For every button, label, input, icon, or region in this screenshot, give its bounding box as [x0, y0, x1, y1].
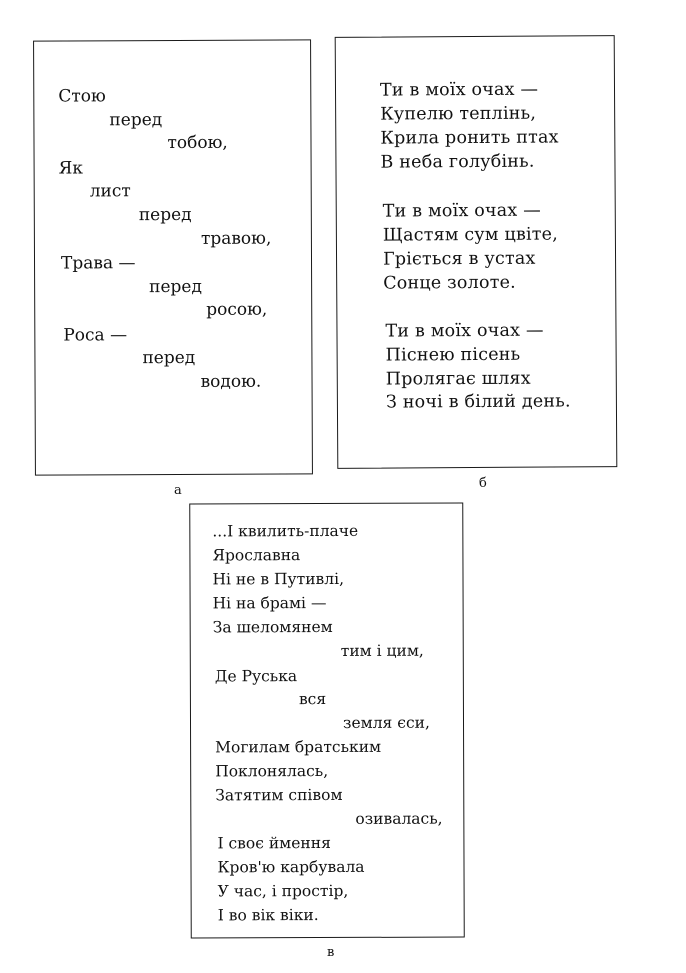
poem-b-line: Крила ронить птах [380, 127, 559, 149]
poem-c-line: вся [298, 690, 327, 709]
poem-a-line: тобою, [167, 132, 228, 154]
poem-b-line: Сонце золоте. [383, 272, 516, 294]
poem-b-line: Піснею пісень [385, 344, 521, 366]
poem-c-line: І во вік віки. [217, 906, 319, 925]
poem-c-line: Кров'ю карбувала [217, 857, 365, 877]
poem-c-line: За шеломянем [212, 617, 333, 637]
poem-b-line: Ти в моїх очах — [385, 320, 544, 342]
poem-c-line: Могилам братським [215, 737, 382, 757]
poem-b-line: Щастям сум цвіте, [382, 224, 559, 246]
poem-b-line: Ти в моїх очах — [379, 79, 539, 101]
poem-c-line: І своє ймення [217, 833, 331, 853]
poem-a-line: Як [58, 158, 84, 179]
poem-a-line: травою, [200, 228, 272, 249]
poem-a-line: перед [142, 347, 196, 369]
poem-a-line: Трава — [60, 253, 136, 274]
poem-panel-b [335, 35, 618, 469]
poem-a-line: лист [89, 181, 131, 202]
poem-a-line: перед [138, 204, 192, 226]
poem-b-line: Ти в моїх очах — [382, 200, 541, 222]
poem-c-line: озивалась, [355, 809, 443, 828]
poem-panel-a [33, 39, 313, 475]
poem-b-line: Гріється в устах [382, 248, 536, 270]
poem-c-line: Ні не в Путивлі, [212, 569, 345, 589]
caption-a: а [174, 483, 182, 498]
poem-c-line: Ярославна [212, 546, 301, 565]
caption-c: в [327, 945, 335, 960]
poem-c-line: Затятим співом [215, 785, 343, 805]
poem-b-line: В неба голубінь. [380, 151, 535, 173]
poem-c-line: Поклонялась, [215, 761, 329, 781]
poem-c-line: У час, і простір, [217, 881, 349, 901]
poem-a-line: перед [109, 110, 163, 131]
poem-a-line: Роса — [63, 325, 128, 346]
poem-a-line: водою. [200, 371, 262, 392]
poem-c-line: Ні на брамі — [212, 594, 327, 613]
poem-c-line: тим і цим, [340, 641, 424, 660]
poem-panel-c [189, 503, 465, 939]
poem-a-line: росою, [206, 299, 268, 320]
poem-b-line: Купелю теплінь, [380, 103, 537, 125]
poem-c-line: ...І квилить-плаче [212, 521, 359, 541]
poem-c-line: Де Руська [214, 667, 298, 686]
poem-a-line: Стою [58, 86, 106, 107]
poem-a-line: перед [149, 276, 202, 298]
caption-b: б [479, 476, 487, 491]
poem-b-line: Пролягає шлях [385, 368, 531, 390]
poem-c-line: земля єси, [342, 713, 430, 732]
poem-b-line: З ночі в білий день. [385, 391, 571, 413]
